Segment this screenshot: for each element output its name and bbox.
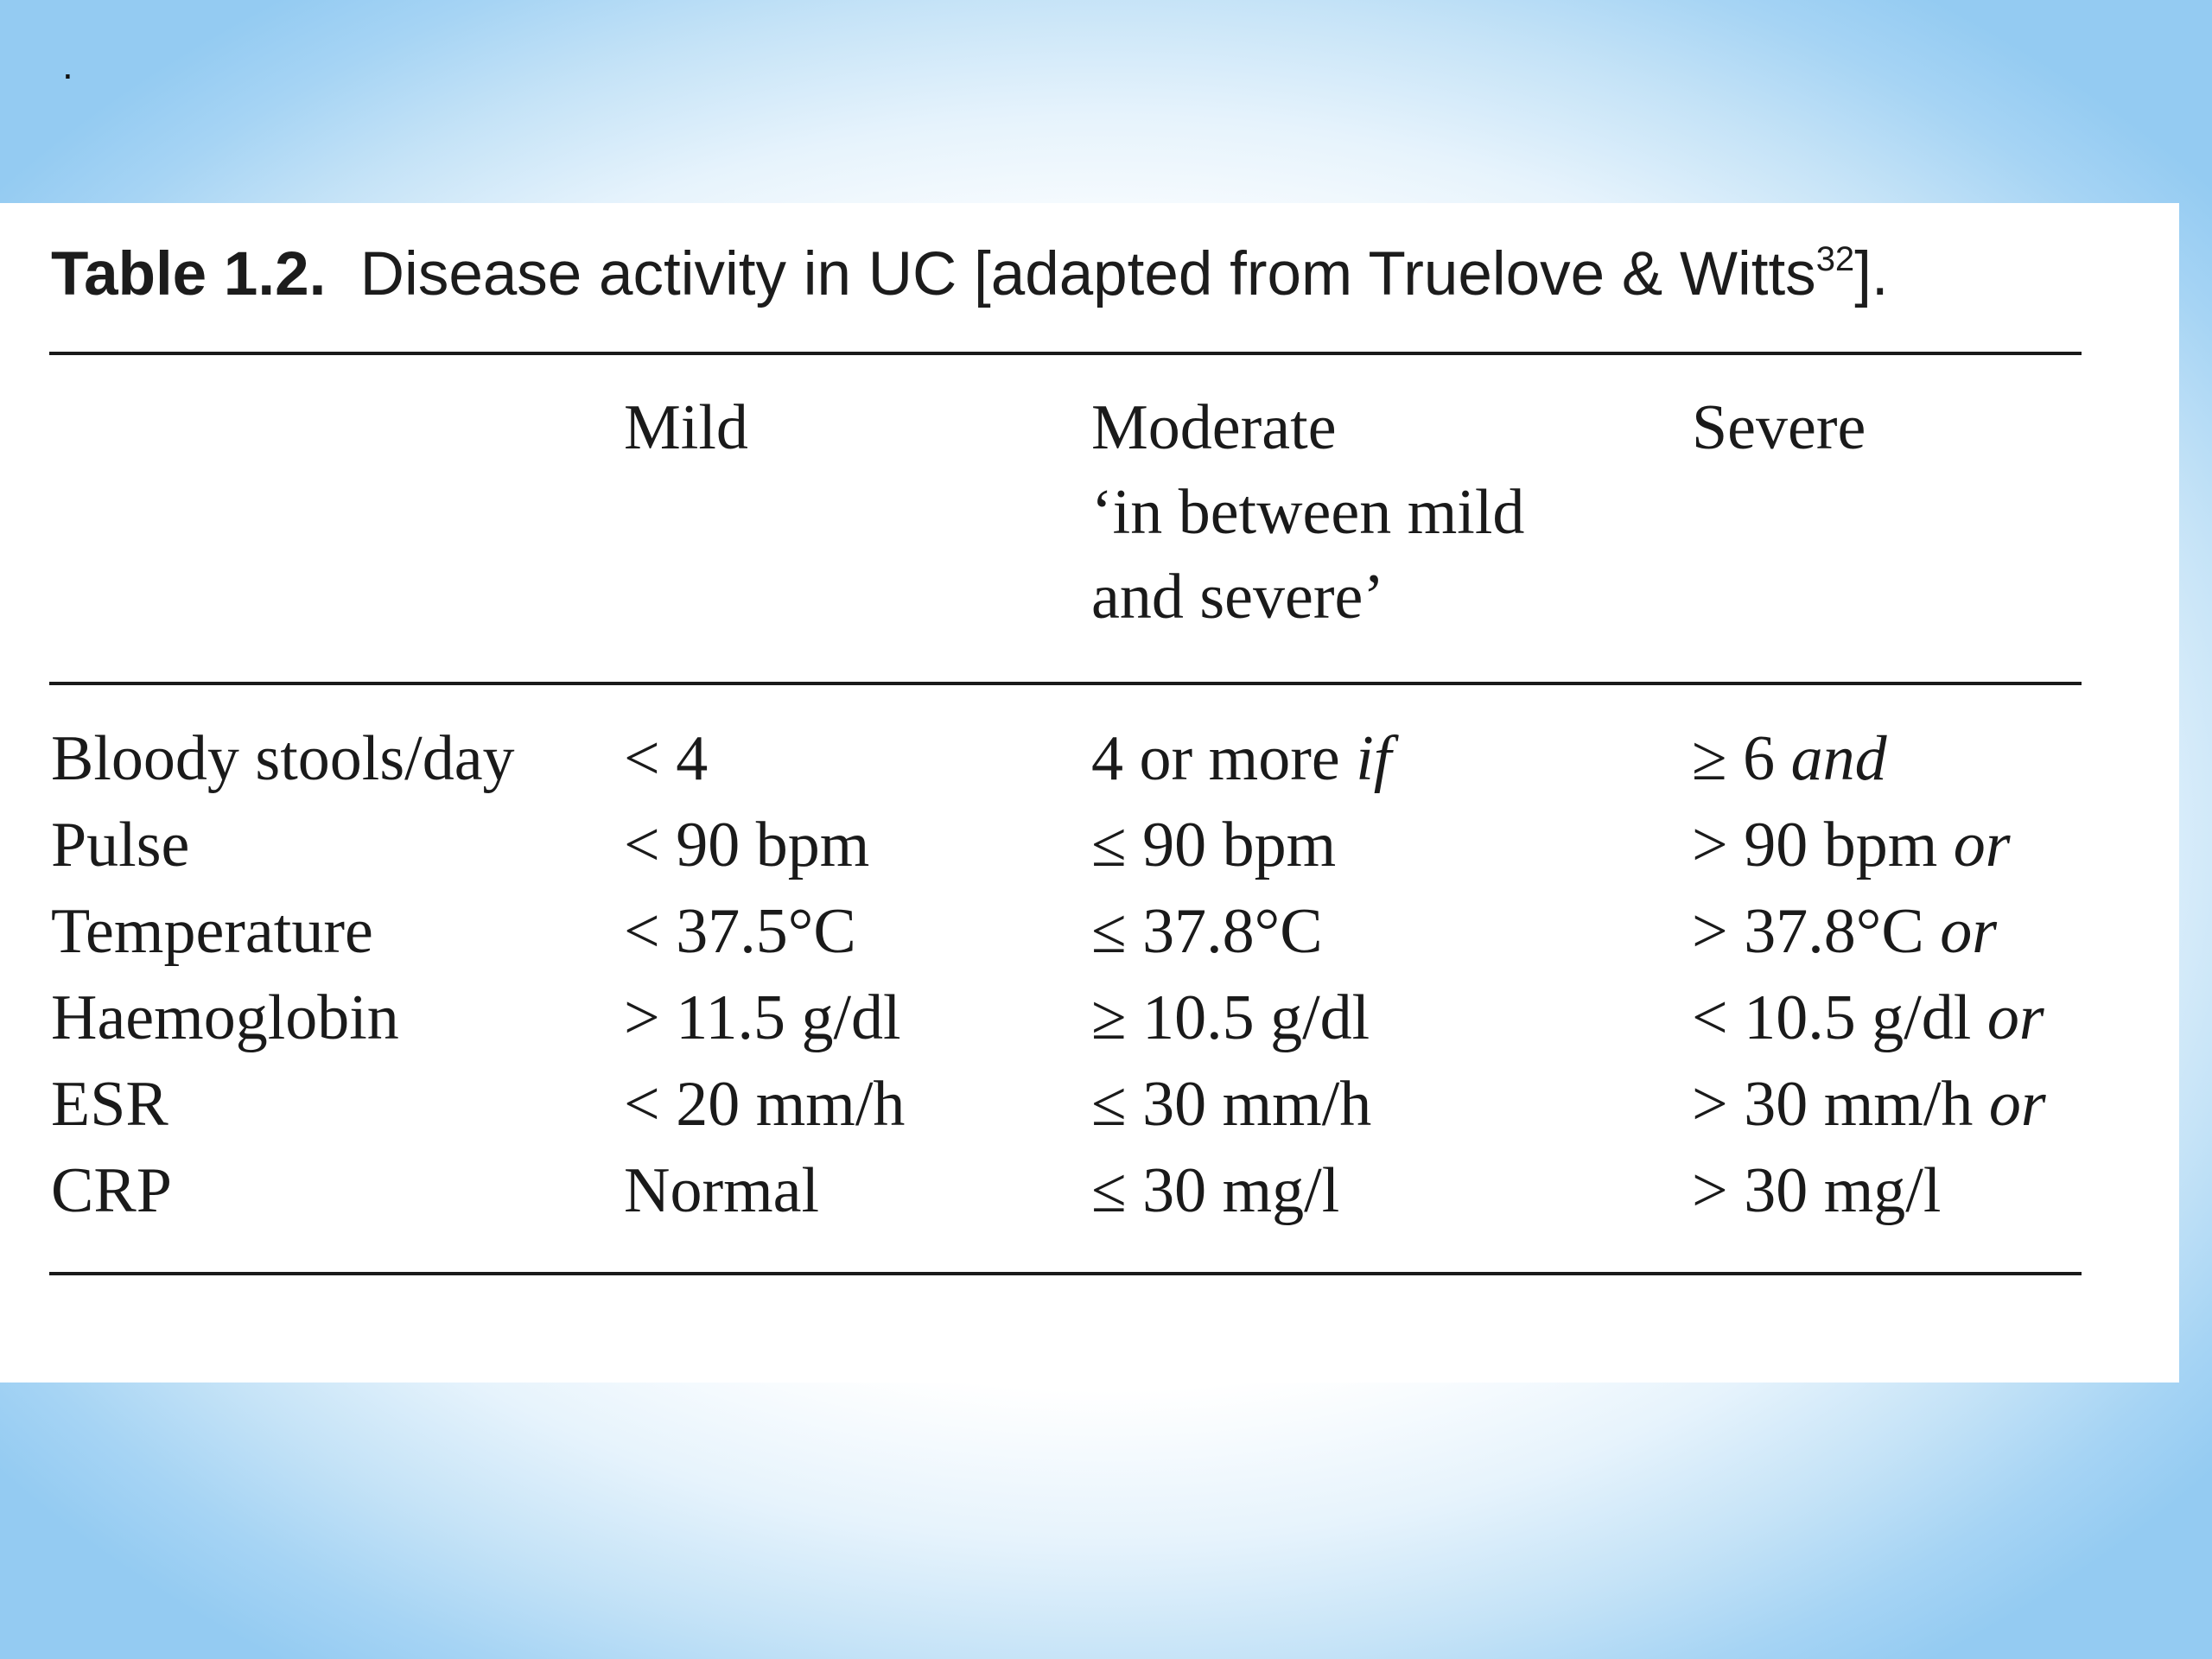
moderate-cell <box>1091 975 1370 1061</box>
caption-text: Disease activity in UC [adapted from Truelove & Witts <box>359 240 1816 308</box>
severe-cell <box>1692 1147 1941 1234</box>
moderate-cell <box>1091 1061 1371 1147</box>
table-figure <box>0 203 2179 1382</box>
moderate-value: ≤ 30 mm/h <box>1091 1069 1372 1140</box>
severe-qualifier: or <box>1988 1069 2046 1140</box>
row-label: Haemoglobin <box>51 982 399 1053</box>
severe-value: > 30 mm/h <box>1692 1069 1974 1140</box>
moderate-cell <box>1091 802 1336 888</box>
severe-value: > 37.8°C <box>1692 896 1924 967</box>
column-header-severe <box>1692 385 1866 469</box>
column-header-mild <box>624 385 748 469</box>
column-header-line: Severe <box>1692 392 1866 463</box>
severe-value: > 90 bpm <box>1692 810 1938 880</box>
bottom-rule <box>49 1272 2082 1275</box>
moderate-value: ≤ 30 mg/l <box>1091 1155 1340 1226</box>
mild-cell: < 4 <box>624 723 709 794</box>
row-label: Pulse <box>51 810 190 880</box>
moderate-value: 4 or more <box>1091 723 1340 794</box>
severe-cell <box>1692 802 2011 888</box>
severe-value: < 10.5 g/dl <box>1692 982 1972 1053</box>
severe-qualifier: and <box>1790 723 1887 794</box>
severe-cell <box>1692 1061 2046 1147</box>
column-header-line: and severe’ <box>1091 562 1384 632</box>
column-header-line: Moderate <box>1091 392 1337 463</box>
severe-qualifier: or <box>1986 982 2044 1053</box>
caption-end: ]. <box>1854 240 1889 308</box>
header-rule <box>49 682 2082 685</box>
row-label: Temperature <box>51 896 373 967</box>
moderate-cell <box>1091 1147 1339 1234</box>
caption-label: Table 1.2. <box>51 240 327 308</box>
moderate-value: ≤ 90 bpm <box>1091 810 1337 880</box>
moderate-value: ≤ 37.8°C <box>1091 896 1323 967</box>
top-rule <box>49 352 2082 355</box>
moderate-cell <box>1091 888 1323 975</box>
column-header-line: ‘in between mild <box>1091 477 1525 548</box>
mild-cell: > 11.5 g/dl <box>624 982 901 1053</box>
severe-cell <box>1692 888 1997 975</box>
moderate-value: ≥ 10.5 g/dl <box>1091 982 1370 1053</box>
mild-cell: < 20 mm/h <box>624 1069 906 1140</box>
severe-value: > 30 mg/l <box>1692 1155 1942 1226</box>
row-label: Bloody stools/day <box>51 723 515 794</box>
severe-value: ≥ 6 <box>1692 723 1776 794</box>
column-header-line: Mild <box>624 392 748 463</box>
severe-qualifier: or <box>1953 810 2011 880</box>
mild-cell: < 90 bpm <box>624 810 870 880</box>
mild-cell: Normal <box>624 1155 820 1226</box>
moderate-qualifier: if <box>1356 723 1392 794</box>
table-caption <box>51 238 1889 311</box>
row-label: ESR <box>51 1069 168 1140</box>
caption-reference: 32 <box>1815 240 1855 278</box>
severe-qualifier: or <box>1940 896 1997 967</box>
severe-cell <box>1692 715 1887 802</box>
severe-cell <box>1692 975 2044 1061</box>
mild-cell: < 37.5°C <box>624 896 856 967</box>
column-header-moderate <box>1091 385 1524 639</box>
slide-marker: . <box>62 42 73 87</box>
moderate-cell <box>1091 715 1391 802</box>
row-label: CRP <box>51 1155 172 1226</box>
